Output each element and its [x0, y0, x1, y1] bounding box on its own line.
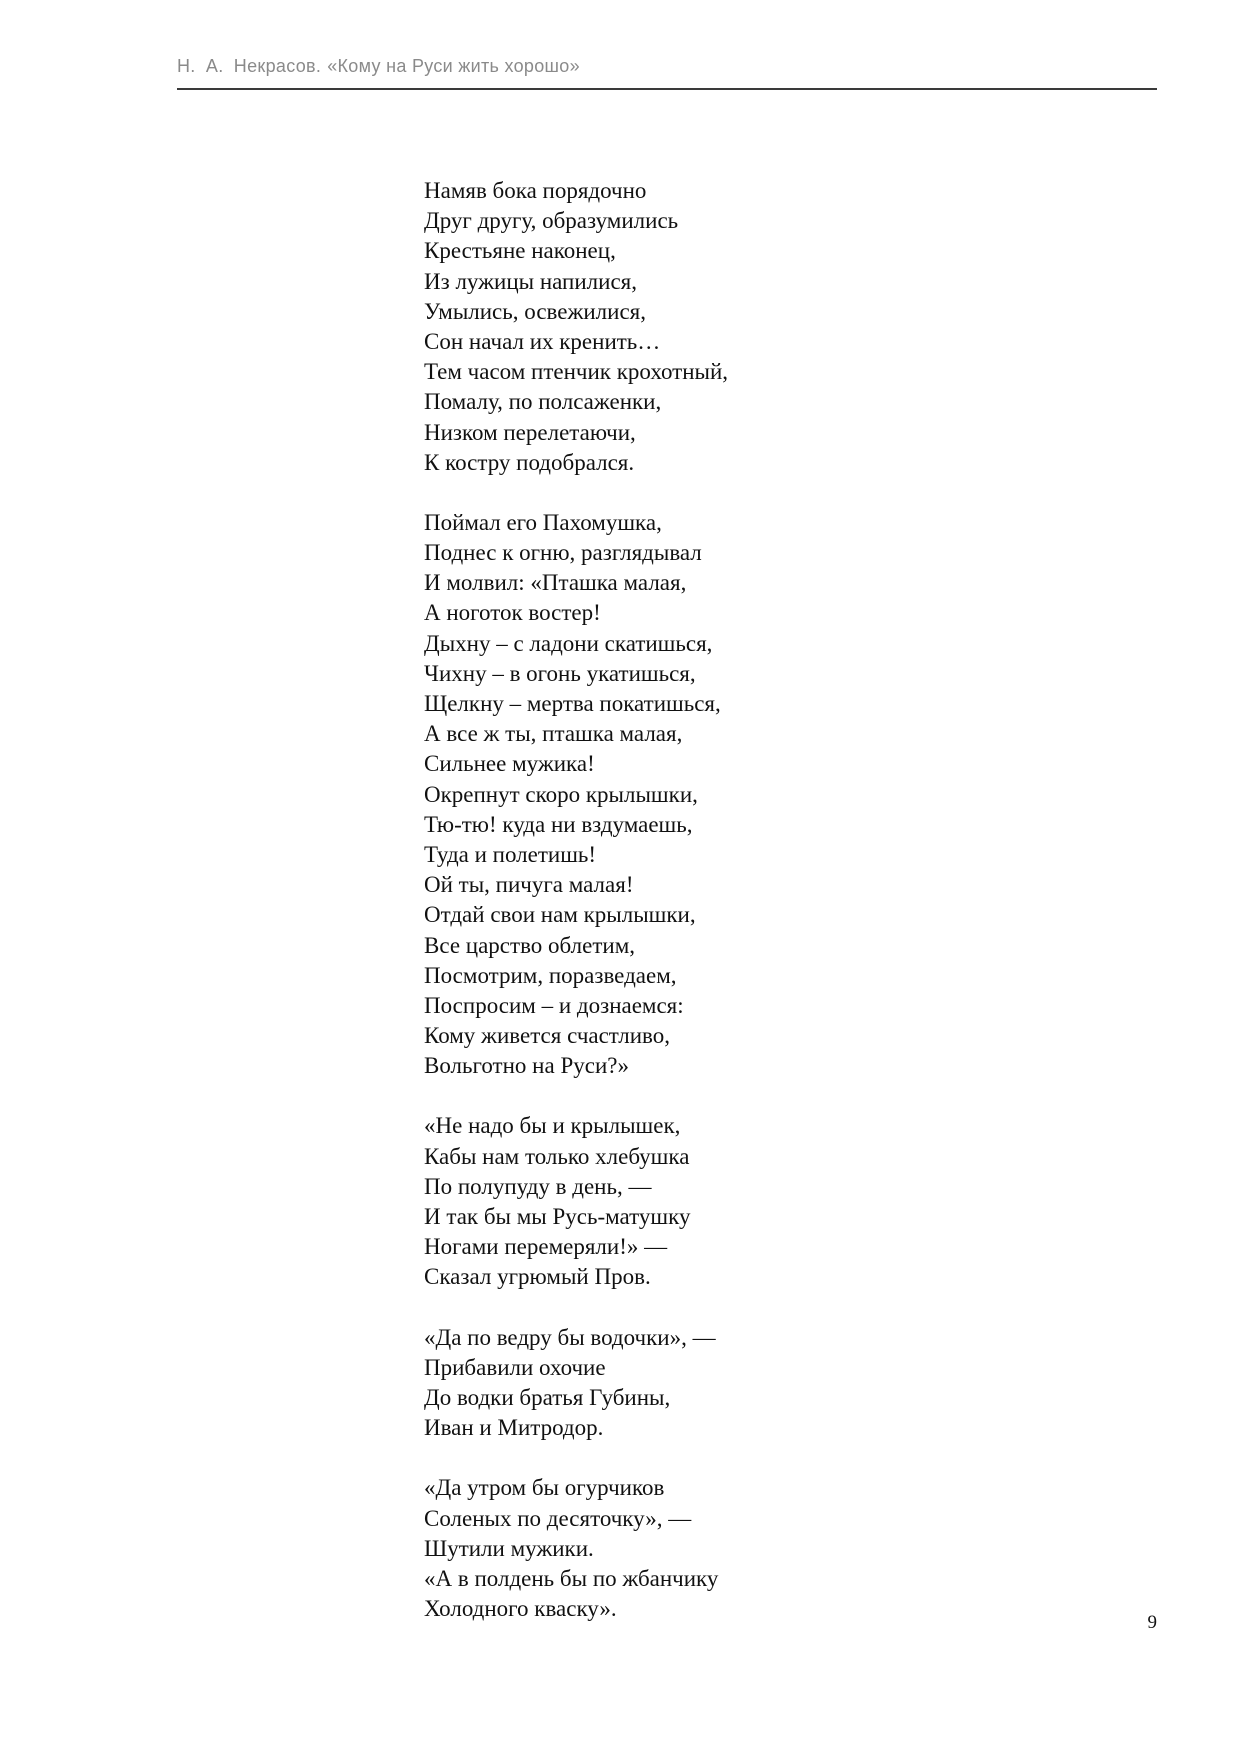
poem-line: Щелкну – мертва покатишься, [424, 691, 721, 716]
poem-line: До водки братья Губины, [424, 1384, 671, 1410]
poem-line: К костру подобрался. [424, 449, 635, 475]
poem-body [424, 176, 984, 1654]
poem-line: И молвил: «Пташка малая, [424, 570, 687, 596]
poem-line: Из лужицы напилися, [424, 268, 637, 294]
poem-line: Низком перелетаючи, [424, 419, 636, 445]
poem-line: Чихну – в огонь укатишься, [424, 660, 696, 686]
header-author: Н. А. Некрасов. [177, 56, 322, 76]
stanza-1 [424, 176, 984, 478]
poem-line: Помалу, по полсаженки, [424, 389, 662, 415]
stanza-2 [424, 508, 984, 1082]
poem-line: Холодного кваску». [424, 1596, 617, 1622]
poem-line: Друг другу, образумились [424, 208, 679, 234]
poem-line: Поднес к огню, разглядывал [424, 540, 702, 566]
poem-line: Сон начал их кренить… [424, 328, 661, 354]
poem-line: Поймал его Пахомушка, [424, 509, 662, 535]
poem-line: Кому живется счастливо, [424, 1023, 671, 1049]
poem-line: Умылись, освежилися, [424, 298, 646, 324]
header-title: «Кому на Руси жить хорошо» [327, 56, 580, 76]
page-number: 9 [1147, 1612, 1157, 1633]
stanza-5 [424, 1473, 984, 1624]
poem-line: Отдай свои нам крылышки, [424, 902, 696, 928]
poem-line: А ноготок востер! [424, 600, 601, 626]
poem-line: По полупуду в день, — [424, 1173, 652, 1199]
poem-line: Тю-тю! куда ни вздумаешь, [424, 811, 693, 837]
stanza-3 [424, 1111, 984, 1292]
poem-line: Посмотрим, поразведаем, [424, 962, 677, 988]
poem-line: Ногами перемеряли!» — [424, 1234, 668, 1260]
poem-line: Прибавили охочие [424, 1354, 606, 1380]
poem-line: «А в полдень бы по жбанчику [424, 1565, 719, 1591]
poem-line: Вольготно на Руси?» [424, 1053, 629, 1079]
poem-line: «Да по ведру бы водочки», — [424, 1324, 716, 1350]
poem-line: Соленых по десяточку», — [424, 1505, 692, 1531]
poem-line: Дыхну – с ладони скатишься, [424, 630, 713, 656]
poem-line: И так бы мы Русь-матушку [424, 1204, 691, 1229]
poem-line: Кабы нам только хлебушка [424, 1143, 690, 1169]
poem-line: Поспросим – и дознаемся: [424, 992, 684, 1018]
poem-line: Окрепнут скоро крылышки, [424, 781, 698, 807]
running-header [177, 56, 1157, 77]
header-divider [177, 88, 1157, 90]
poem-line: Сильнее мужика! [424, 751, 595, 777]
poem-line: Шутили мужики. [424, 1535, 594, 1561]
poem-line: Тем часом птенчик крохотный, [424, 359, 729, 385]
poem-line: Ой ты, пичуга малая! [424, 872, 634, 898]
poem-line: Намяв бока порядочно [424, 178, 647, 203]
poem-line: «Да утром бы огурчиков [424, 1475, 665, 1501]
poem-line: А все ж ты, пташка малая, [424, 721, 683, 747]
poem-line: Туда и полетишь! [424, 841, 597, 867]
poem-line: Крестьяне наконец, [424, 238, 616, 264]
stanza-4 [424, 1323, 984, 1444]
poem-line: «Не надо бы и крылышек, [424, 1113, 681, 1139]
poem-line: Иван и Митродор. [424, 1415, 604, 1441]
poem-line: Сказал угрюмый Пров. [424, 1264, 651, 1290]
poem-line: Все царство облетим, [424, 932, 635, 958]
